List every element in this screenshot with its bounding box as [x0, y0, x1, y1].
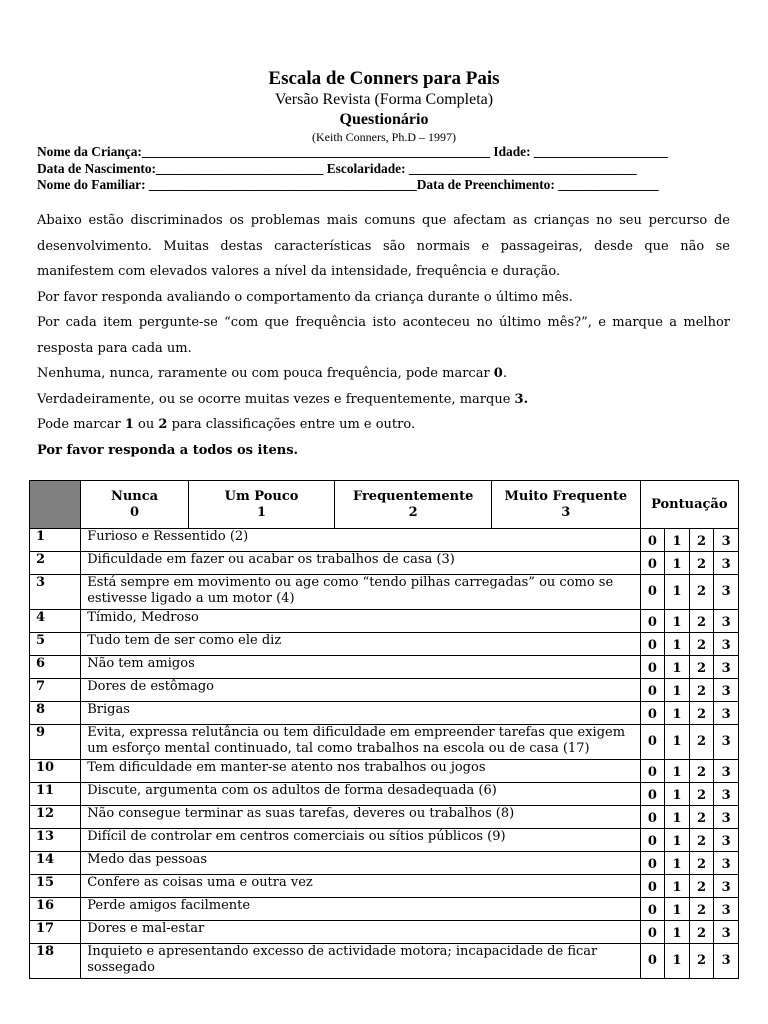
author-credit: (Keith Conners, Ph.D – 1997): [312, 130, 456, 144]
score-option-0[interactable]: 0: [640, 725, 665, 760]
item-number: 6: [30, 656, 81, 679]
rating-table: [29, 480, 739, 979]
score-option-2[interactable]: 2: [689, 944, 714, 979]
column-label: Muito Frequente: [504, 488, 628, 504]
score-option-3[interactable]: 3: [714, 725, 739, 760]
item-number: 3: [30, 575, 81, 610]
score-option-3[interactable]: 3: [714, 760, 739, 783]
item-number: 16: [30, 898, 81, 921]
item-number: 9: [30, 725, 81, 760]
column-value: 0: [129, 504, 140, 520]
score-option-0[interactable]: 0: [640, 702, 665, 725]
score-option-2[interactable]: 2: [689, 610, 714, 633]
item-description: Confere as coisas uma e outra vez: [81, 875, 640, 898]
score-option-1[interactable]: 1: [665, 783, 690, 806]
instructions: [37, 208, 730, 463]
table-row: [30, 725, 739, 760]
score-option-2[interactable]: 2: [689, 806, 714, 829]
instruction-paragraph: Abaixo estão discriminados os problemas mais comuns que afectam as crianças no seu percurso de desenvolvimento. Muitas destas características são normais e passageiras, desde que não se manifestem com elevados valores a nível da intensidade, frequência e duração.: [37, 213, 730, 279]
score-option-0[interactable]: 0: [640, 944, 665, 979]
score-option-0[interactable]: 0: [640, 829, 665, 852]
score-option-0[interactable]: 0: [640, 610, 665, 633]
instruction-text: ou: [133, 417, 159, 432]
table-row: [30, 806, 739, 829]
form-title: Escala de Conners para Pais: [268, 68, 500, 89]
score-option-2[interactable]: 2: [689, 875, 714, 898]
instruction-paragraph: Por favor responda avaliando o comportamento da criança durante o último mês.: [37, 289, 573, 305]
score-option-0[interactable]: 0: [640, 656, 665, 679]
score-option-3[interactable]: 3: [714, 633, 739, 656]
instruction-paragraph: Por favor responda a todos os itens.: [37, 442, 299, 458]
score-option-1[interactable]: 1: [665, 610, 690, 633]
score-option-3[interactable]: 3: [714, 783, 739, 806]
header-corner-cell: [30, 481, 81, 529]
score-option-0[interactable]: 0: [640, 875, 665, 898]
score-option-1[interactable]: 1: [665, 829, 690, 852]
relative-name-date-field[interactable]: Nome do Familiar: ________________________________________Data de Preenchimento: _______________: [37, 177, 659, 192]
item-description: Inquieto e apresentando excesso de actividade motora; incapacidade de ficar sossegado: [81, 944, 640, 979]
score-option-2[interactable]: 2: [689, 725, 714, 760]
column-value: 3: [561, 504, 571, 520]
table-row: [30, 656, 739, 679]
score-option-2[interactable]: 2: [689, 783, 714, 806]
table-row: [30, 529, 739, 552]
item-number: 10: [30, 760, 81, 783]
table-row: [30, 829, 739, 852]
score-option-3[interactable]: 3: [714, 702, 739, 725]
score-option-2[interactable]: 2: [689, 760, 714, 783]
table-row: [30, 552, 739, 575]
instruction-paragraph: [37, 412, 730, 438]
item-description: Tímido, Medroso: [81, 610, 640, 633]
score-option-0[interactable]: 0: [640, 575, 665, 610]
table-row: [30, 944, 739, 979]
score-option-2[interactable]: 2: [689, 633, 714, 656]
table-row: [30, 852, 739, 875]
header-col-frequentemente: [335, 481, 492, 529]
score-option-1[interactable]: 1: [665, 679, 690, 702]
table-row: [30, 633, 739, 656]
score-option-3[interactable]: 3: [714, 944, 739, 979]
score-option-1[interactable]: 1: [665, 852, 690, 875]
score-option-1[interactable]: 1: [665, 633, 690, 656]
table-row: [30, 898, 739, 921]
instruction-text: Pode marcar: [37, 417, 125, 432]
score-option-2[interactable]: 2: [689, 898, 714, 921]
table-row: [30, 610, 739, 633]
item-number: 18: [30, 944, 81, 979]
column-label: Frequentemente: [352, 488, 474, 504]
instruction-text: para classificações entre um e outro.: [167, 417, 416, 432]
header-col-nunca: [81, 481, 189, 529]
item-description: Não tem amigos: [81, 656, 640, 679]
score-option-3[interactable]: 3: [714, 852, 739, 875]
score-option-2[interactable]: 2: [689, 679, 714, 702]
column-value: 1: [257, 504, 267, 520]
item-number: 11: [30, 783, 81, 806]
item-description: Perde amigos facilmente: [81, 898, 640, 921]
item-description: Medo das pessoas: [81, 852, 640, 875]
score-option-3[interactable]: 3: [714, 875, 739, 898]
instruction-emphasis: 3.: [514, 391, 529, 407]
score-option-3[interactable]: 3: [714, 552, 739, 575]
item-description: Está sempre em movimento ou age como “tendo pilhas carregadas” ou como se estivesse ligado a um motor (4): [81, 575, 640, 610]
table-row: [30, 679, 739, 702]
item-description: Dificuldade em fazer ou acabar os trabalhos de casa (3): [81, 552, 640, 575]
score-option-2[interactable]: 2: [689, 575, 714, 610]
score-option-1[interactable]: 1: [665, 898, 690, 921]
item-number: 14: [30, 852, 81, 875]
table-row: [30, 783, 739, 806]
instruction-paragraph: [37, 361, 730, 387]
score-option-3[interactable]: 3: [714, 829, 739, 852]
score-option-1[interactable]: 1: [665, 552, 690, 575]
score-option-1[interactable]: 1: [665, 702, 690, 725]
score-option-2[interactable]: 2: [689, 552, 714, 575]
score-option-2[interactable]: 2: [689, 829, 714, 852]
score-option-0[interactable]: 0: [640, 806, 665, 829]
item-number: 2: [30, 552, 81, 575]
instruction-text: Verdadeiramente, ou se ocorre muitas vezes e frequentemente, marque: [37, 391, 515, 407]
score-option-2[interactable]: 2: [689, 852, 714, 875]
instruction-text: Nenhuma, nunca, raramente ou com pouca frequência, pode marcar: [37, 366, 494, 381]
item-number: 4: [30, 610, 81, 633]
item-number: 8: [30, 702, 81, 725]
score-option-2[interactable]: 2: [689, 702, 714, 725]
score-option-3[interactable]: 3: [714, 575, 739, 610]
birthdate-schooling-field[interactable]: Data de Nascimento:_________________________ Escolaridade: __________________________________: [37, 161, 637, 176]
table-row: [30, 702, 739, 725]
score-option-0[interactable]: 0: [640, 679, 665, 702]
score-option-0[interactable]: 0: [640, 760, 665, 783]
score-option-1[interactable]: 1: [665, 529, 690, 552]
item-number: 1: [30, 529, 81, 552]
score-option-0[interactable]: 0: [640, 898, 665, 921]
header-col-muito-frequente: [492, 481, 641, 529]
score-option-1[interactable]: 1: [665, 725, 690, 760]
table-row: [30, 875, 739, 898]
instruction-emphasis: 1: [124, 417, 134, 432]
item-description: Brigas: [81, 702, 640, 725]
score-option-3[interactable]: 3: [714, 921, 739, 944]
item-number: 13: [30, 829, 81, 852]
instruction-paragraph: [37, 387, 730, 413]
child-name-age-field[interactable]: Nome da Criança:____________________________________________________ Idade: ____________________: [37, 144, 668, 159]
item-description: Tudo tem de ser como ele diz: [81, 633, 640, 656]
column-label: Nunca: [110, 488, 159, 504]
score-option-0[interactable]: 0: [640, 921, 665, 944]
score-option-2[interactable]: 2: [689, 529, 714, 552]
score-option-0[interactable]: 0: [640, 529, 665, 552]
score-option-1[interactable]: 1: [665, 656, 690, 679]
instruction-emphasis: 2: [158, 417, 168, 432]
item-description: Discute, argumenta com os adultos de forma desadequada (6): [81, 783, 640, 806]
score-option-1[interactable]: 1: [665, 921, 690, 944]
score-option-2[interactable]: 2: [689, 656, 714, 679]
instruction-paragraph: Por cada item pergunte-se “com que frequência isto aconteceu no último mês?”, e marque a melhor resposta para cada um.: [37, 315, 730, 356]
item-number: 12: [30, 806, 81, 829]
score-option-1[interactable]: 1: [665, 875, 690, 898]
score-option-1[interactable]: 1: [665, 944, 690, 979]
item-description: Evita, expressa relutância ou tem dificuldade em empreender tarefas que exigem um esforço mental continuado, tal como trabalhos na escola ou de casa (17): [81, 725, 640, 760]
item-description: Tem dificuldade em manter-se atento nos trabalhos ou jogos: [81, 760, 640, 783]
table-header-row: [30, 481, 739, 529]
score-option-3[interactable]: 3: [714, 679, 739, 702]
column-value: 2: [408, 504, 418, 520]
table-row: [30, 921, 739, 944]
score-option-1[interactable]: 1: [665, 806, 690, 829]
item-number: 7: [30, 679, 81, 702]
item-description: Dores de estômago: [81, 679, 640, 702]
score-option-0[interactable]: 0: [640, 552, 665, 575]
item-description: Dores e mal-estar: [81, 921, 640, 944]
item-description: Furioso e Ressentido (2): [81, 529, 640, 552]
score-option-2[interactable]: 2: [689, 921, 714, 944]
form-subtitle: Versão Revista (Forma Completa): [274, 91, 494, 108]
instruction-text: .: [502, 366, 507, 381]
table-row: [30, 575, 739, 610]
score-option-3[interactable]: 3: [714, 529, 739, 552]
header-col-pontuacao: Pontuação: [640, 481, 738, 529]
form-heading: Questionário: [339, 111, 429, 128]
score-option-3[interactable]: 3: [714, 898, 739, 921]
item-number: 17: [30, 921, 81, 944]
score-option-0[interactable]: 0: [640, 783, 665, 806]
score-option-3[interactable]: 3: [714, 806, 739, 829]
score-option-0[interactable]: 0: [640, 852, 665, 875]
score-option-0[interactable]: 0: [640, 633, 665, 656]
item-number: 15: [30, 875, 81, 898]
table-row: [30, 760, 739, 783]
score-option-1[interactable]: 1: [665, 760, 690, 783]
score-option-3[interactable]: 3: [714, 656, 739, 679]
column-label: Um Pouco: [224, 488, 299, 504]
item-number: 5: [30, 633, 81, 656]
item-description: Difícil de controlar em centros comerciais ou sítios públicos (9): [81, 829, 640, 852]
item-description: Não consegue terminar as suas tarefas, deveres ou trabalhos (8): [81, 806, 640, 829]
header-col-um-pouco: [188, 481, 335, 529]
score-option-1[interactable]: 1: [665, 575, 690, 610]
instruction-emphasis: 0: [493, 366, 503, 381]
score-option-3[interactable]: 3: [714, 610, 739, 633]
